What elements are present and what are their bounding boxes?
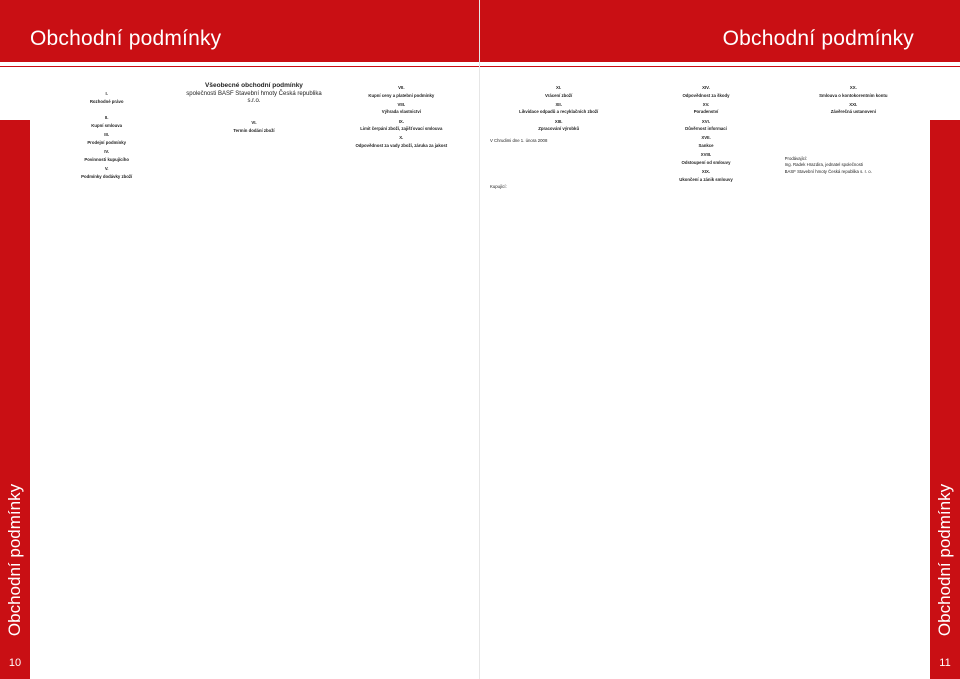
section-number: V. [104, 165, 109, 171]
section-number: IX. [398, 118, 404, 124]
right-side-label: Obchodní podmínky [935, 483, 954, 637]
section-number: X. [399, 135, 404, 141]
section-title: Výhrada vlastnictví [381, 109, 421, 115]
section-title: Limit čerpání zboží, zajišťovací smlouva [360, 126, 443, 132]
section-number: VI. [251, 120, 257, 126]
section-title: Odpovědnost za škody [682, 92, 730, 98]
section-number: XVIII. [700, 152, 712, 158]
section-title: Kupní ceny a platební podmínky [368, 92, 435, 98]
place-date: V Chrudimi dne 1. února 2008 [490, 138, 548, 144]
section-title: Ukončení a zánik smlouvy [679, 176, 733, 182]
right-column-2 [637, 82, 774, 661]
right-page [480, 0, 960, 679]
buyer-label: Kupující: [490, 184, 507, 190]
section-title: Vrácení zboží [545, 92, 573, 98]
section-number: XII. [555, 101, 562, 107]
left-column-1 [38, 82, 175, 661]
section-number: XIII. [554, 118, 563, 124]
left-header-rule [0, 66, 480, 67]
body-text [38, 106, 175, 112]
right-columns [490, 82, 922, 661]
section-number: XX. [849, 85, 857, 90]
right-header-band [480, 0, 960, 62]
section-title: Důvěrnost informací [685, 126, 727, 132]
left-side-label: Obchodní podmínky [5, 483, 24, 637]
right-page-number: 11 [939, 657, 951, 669]
signatory-company: BASF Stavební hmoty Česká republika s. r. o. [784, 169, 872, 175]
section-title: Termín dodání zboží [233, 127, 275, 133]
section-title: Smlouva o kontokorentním kontu [819, 92, 888, 98]
right-column-3 [785, 82, 922, 661]
right-page-title: Obchodní podmínky [722, 27, 914, 50]
section-number: II. [104, 115, 109, 121]
section-title: Rozhodné právo [89, 98, 124, 104]
section-number: XIV. [702, 85, 710, 90]
section-title: Povinnosti kupujícího [84, 156, 129, 162]
section-title: Odstoupení od smlouvy [681, 159, 731, 165]
document-subtitle: společnosti BASF Stavební hmoty Česká republika s.r.o. [186, 90, 322, 104]
section-title: Odpovědnost za vady zboží, záruka za jakost [355, 143, 448, 149]
section-title: Závěrečná ustanovení [830, 109, 876, 115]
body-text [38, 82, 175, 88]
section-number: XVI. [701, 118, 711, 124]
section-title: Podmínky dodávky zboží [81, 173, 133, 179]
left-column-2 [185, 82, 322, 661]
seller-label: Prodávající: [784, 155, 808, 161]
right-header-rule [480, 66, 960, 67]
section-number: I. [105, 91, 108, 97]
section-number: XXI. [849, 101, 858, 107]
body-text [185, 111, 322, 117]
section-number: XI. [556, 85, 562, 90]
signatory-name: Ing. Radek Hrazdira, jednatel společnosti [784, 161, 863, 167]
section-number: XVII. [701, 135, 711, 141]
left-column-3 [333, 82, 470, 661]
section-number: IV. [104, 149, 110, 155]
section-number: XV. [702, 101, 710, 107]
section-number: VIII. [397, 101, 406, 107]
section-title: Likvidace odpadů a recyklačních zboží [519, 109, 599, 115]
section-title: Poradenství [693, 109, 719, 115]
section-number: VII. [398, 85, 405, 90]
section-number: XIX. [701, 168, 711, 174]
buyer-signature [490, 184, 627, 190]
left-columns [38, 82, 470, 661]
section-title: Zpracování výrobků [538, 126, 580, 132]
document-title: Všeobecné obchodní podmínky [205, 82, 303, 89]
right-column-1 [490, 82, 627, 661]
left-page-title: Obchodní podmínky [30, 27, 222, 50]
section-number: III. [104, 132, 110, 138]
section-title: Kupní smlouva [91, 123, 123, 129]
left-page-number: 10 [8, 657, 22, 669]
section-title: Sankce [698, 143, 714, 149]
left-header-band [0, 0, 480, 62]
section-title: Prodejní podmínky [87, 139, 126, 145]
